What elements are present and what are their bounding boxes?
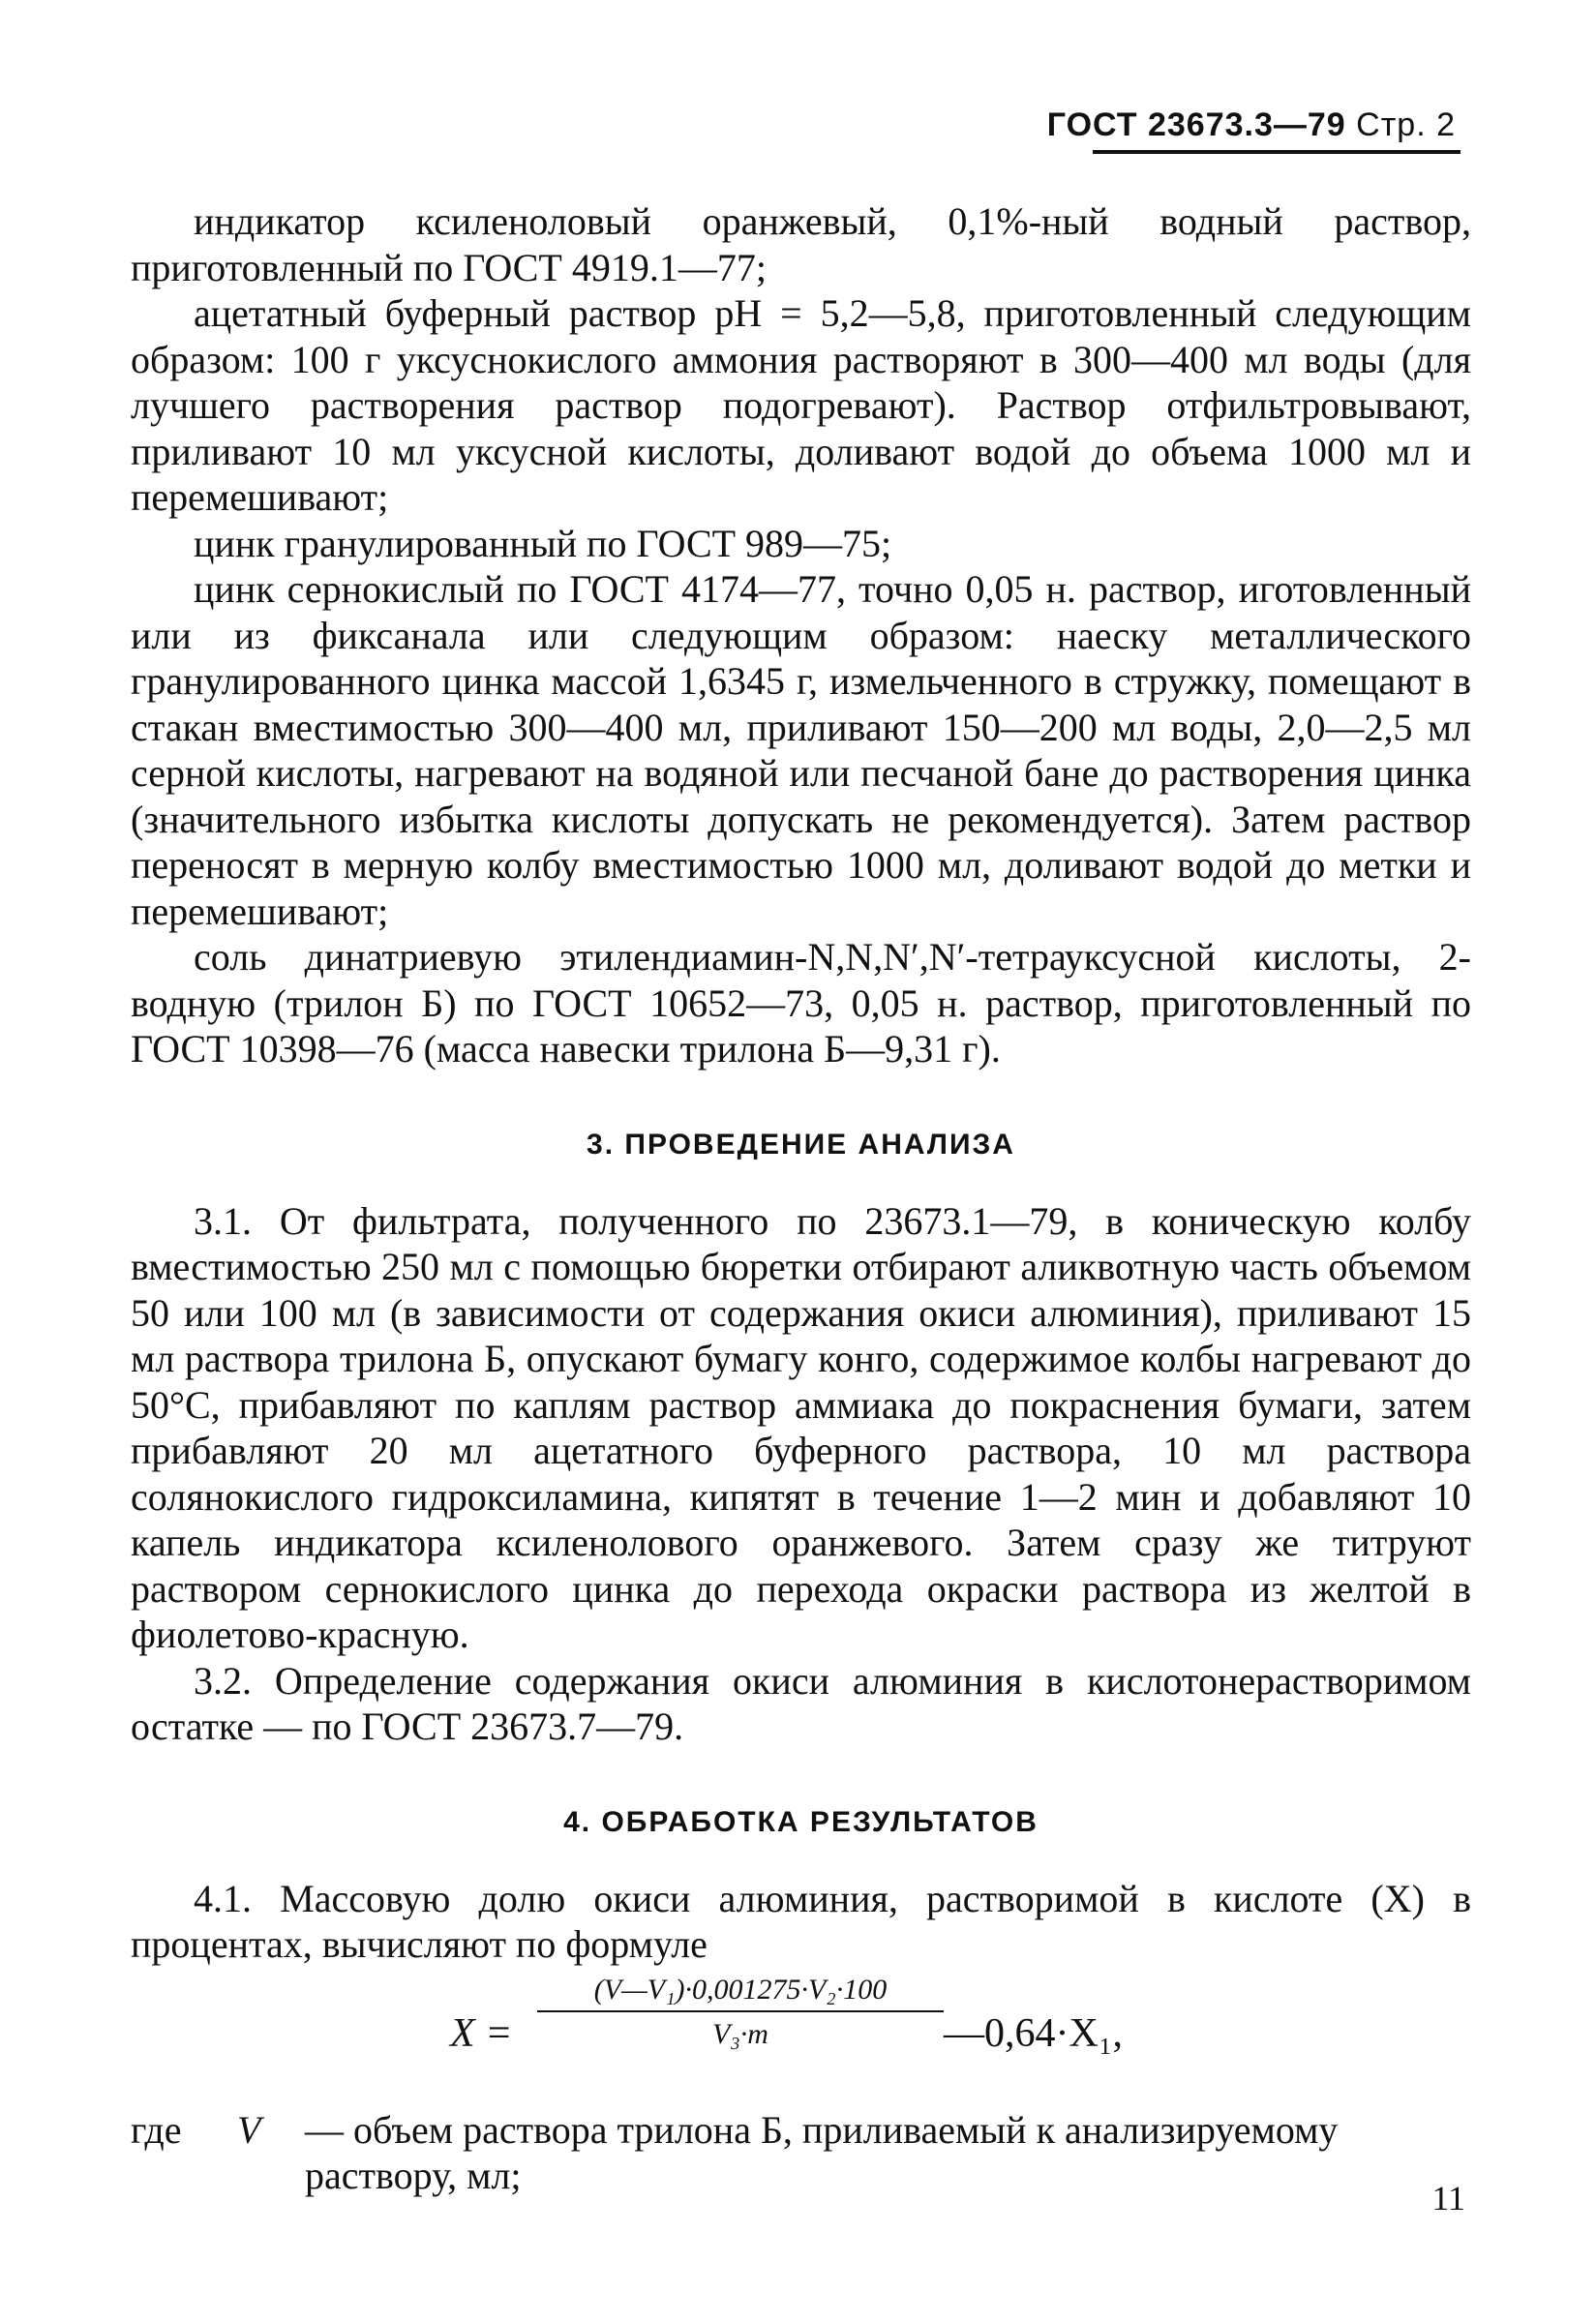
running-header (1047, 106, 1456, 144)
where-label: где (131, 2107, 182, 2152)
formula-denominator: V₃·m (712, 2017, 768, 2050)
page-label: Стр. 2 (1356, 106, 1456, 143)
section-3-paragraph-2: 3.2. Определение содержания окиси алюминия в кислотонерастворимом остатке — по ГОСТ 23673.7—79. (131, 1658, 1471, 1748)
reagent-item: индикатор ксиленоловый оранжевый, 0,1%-ный водный раствор, приготовленный по ГОСТ 4919.1—77; (131, 199, 1471, 289)
formula-fraction (537, 1974, 944, 2051)
reagent-item: соль динатриевую этилендиамин-N,N,N′,N′-тетрауксусной кислоты, 2-водную (трилон Б) по ГОСТ 10652—73, 0,05 н. раствор, приготовленный по ГОСТ 10398—76 (масса навески трилона Б—9,31 г). (131, 935, 1471, 1071)
reagent-item: ацетатный буферный раствор pH = 5,2—5,8, приготовленный следующим образом: 100 г уксуснокислого аммония растворяют в 300—400 мл воды (для лучшего растворения раствор подогревают). Раствор отфильтровывают, приливают 10 мл уксусной кислоты, доливают водой до объема 1000 мл и перемешивают; (131, 291, 1471, 519)
header-rule (1093, 150, 1460, 154)
formula-numerator: (V—V₁)·0,001275·V₂·100 (537, 1974, 944, 2012)
where-symbol: V (237, 2107, 261, 2152)
where-definition (131, 2107, 1471, 2199)
section-3-paragraph-1: 3.1. От фильтрата, полученного по 23673.1—79, в коническую колбу вместимостью 250 мл с помощью бюретки отбирают аликвотную часть объемом 50 или 100 мл (в зависимости от содержания окиси алюминия), приливают 15 мл раствора трилона Б, опускают бумагу конго, содержимое колбы нагревают до 50°С, прибавляют по каплям раствор аммиака до покраснения бумаги, затем прибавляют 20 мл ацетатного буферного раствора, 10 мл раствора солянокислого гидроксиламина, кипятят в течение 1—2 мин и добавляют 10 капель индикатора ксиленолового оранжевого. Затем сразу же титруют раствором сернокислого цинка до перехода окраски раствора из желтой в фиолетово-красную. (131, 1198, 1471, 1656)
page-number: 11 (1431, 2179, 1465, 2217)
formula-rest: —0,64·X₁, (944, 2010, 1123, 2056)
section-4-title: 4. ОБРАБОТКА РЕЗУЛЬТАТОВ (563, 1805, 1039, 1838)
formula (131, 1974, 1471, 2099)
reagent-item: цинк гранулированный по ГОСТ 989—75; (194, 521, 892, 565)
where-text: — объем раствора трилона Б, приливаемый к анализируемому раствору, мл; (305, 2107, 1339, 2197)
section-4-paragraph-1: 4.1. Массовую долю окиси алюминия, растворимой в кислоте (X) в процентах, вычисляют по формуле (131, 1876, 1471, 1966)
section-3-title: 3. ПРОВЕДЕНИЕ АНАЛИЗА (587, 1128, 1015, 1161)
doc-code: ГОСТ 23673.3—79 (1046, 106, 1346, 143)
document-body (131, 198, 1471, 2199)
reagent-item: цинк сернокислый по ГОСТ 4174—77, точно 0,05 н. раствор, иготовленный или из фиксанала или следующим образом: наеску металлического гранулированного цинка массой 1,6345 г, измельченного в стружку, помещают в стакан вместимостью 300—400 мл, приливают 150—200 мл воды, 2,0—2,5 мл серной кислоты, нагревают на водяной или песчаной бане до растворения цинка (значительного избытка кислоты допускать не рекомендуется). Затем раствор переносят в мерную колбу вместимостью 1000 мл, доливают водой до метки и перемешивают; (131, 567, 1471, 933)
formula-lhs: X = (450, 2010, 513, 2056)
